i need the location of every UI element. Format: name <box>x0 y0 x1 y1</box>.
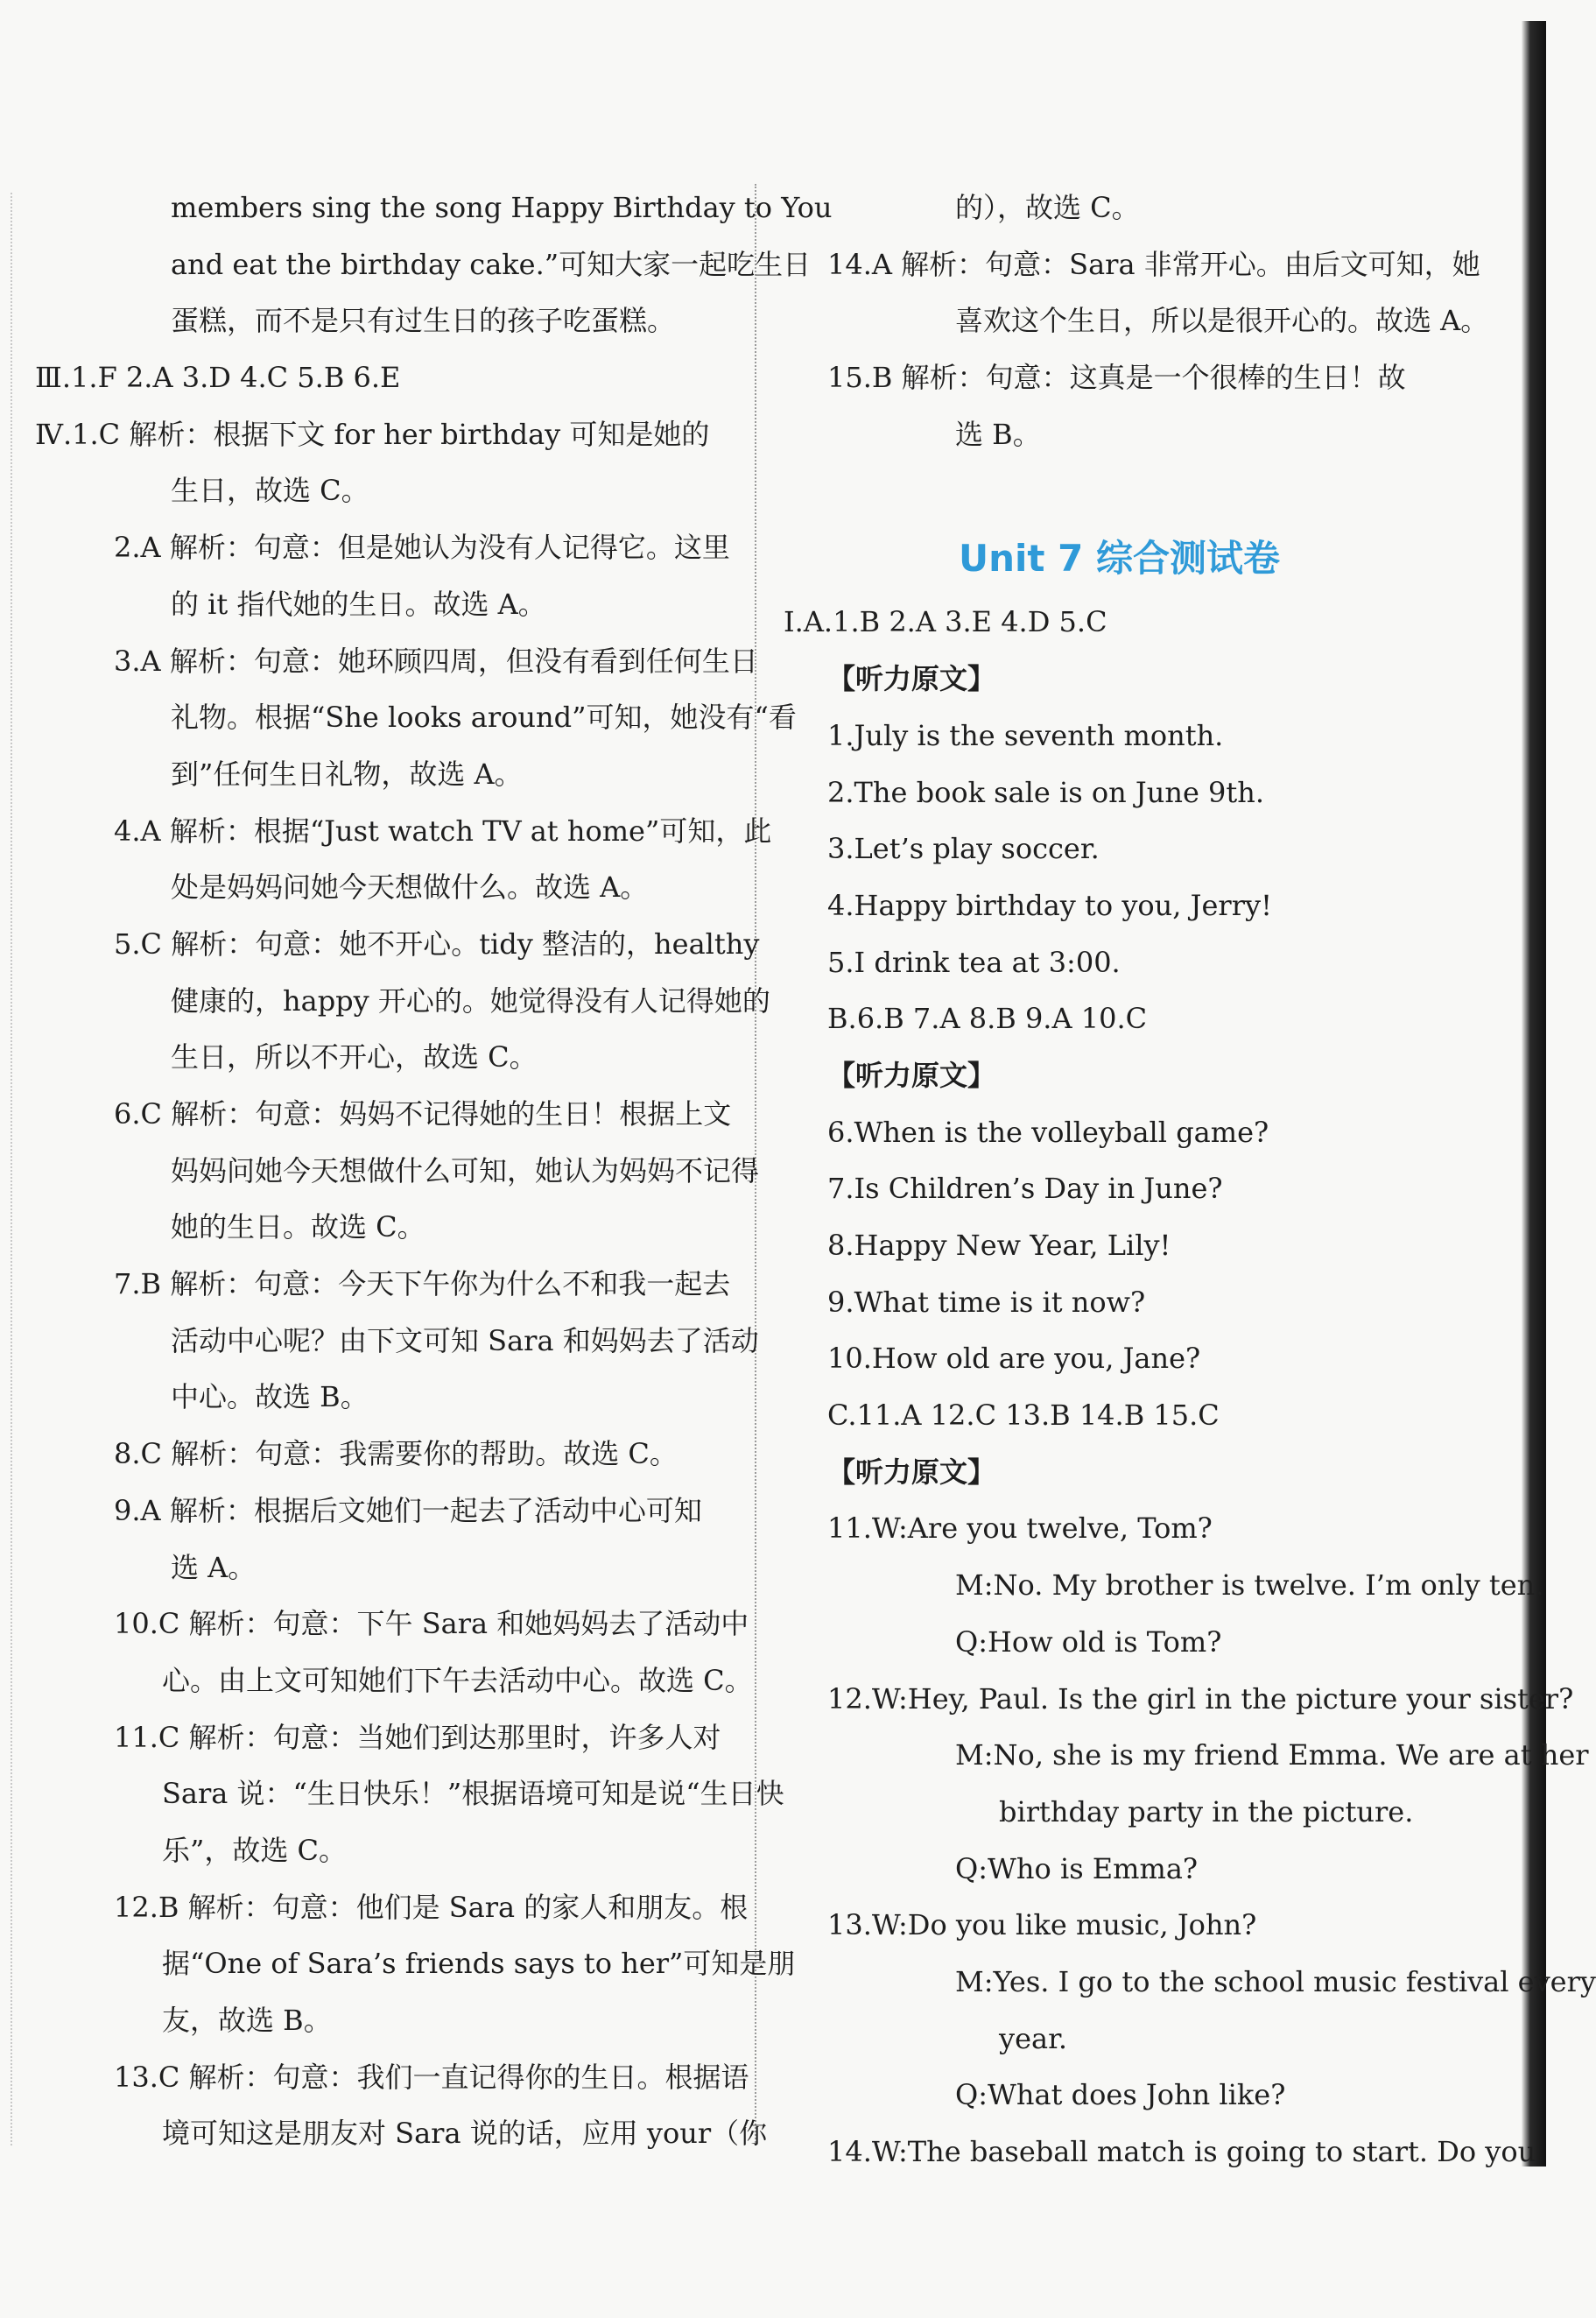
text-line: 8.Happy New Year, Lily! <box>827 1229 1171 1262</box>
text-line: 4.Happy birthday to you, Jerry! <box>827 888 1272 922</box>
text-line: year. <box>999 2021 1068 2055</box>
text-line: 12.B 解析：句意：他们是 Sara 的家人和朋友。根 <box>114 1890 749 1924</box>
text-line: M:Yes. I go to the school music festival every <box>955 1964 1596 1998</box>
text-line: and eat the birthday cake.”可知大家一起吃生日 <box>171 247 812 281</box>
text-line: 活动中心呢？由下文可知 Sara 和妈妈去了活动 <box>171 1323 759 1357</box>
right-top-block <box>784 180 1510 462</box>
text-line: 11.W:Are you twelve, Tom? <box>827 1511 1213 1546</box>
text-line: birthday party in the picture. <box>999 1794 1414 1828</box>
text-line: C.11.A 12.C 13.B 14.B 15.C <box>827 1399 1220 1433</box>
text-line: 14.A 解析：句意：Sara 非常开心。由后文可知，她 <box>827 247 1480 281</box>
text-line: Ⅳ.1.C 解析：根据下文 for her birthday 可知是她的 <box>35 417 710 451</box>
text-line: 11.C 解析：句意：当她们到达那里时，许多人对 <box>114 1720 721 1754</box>
text-line: 妈妈问她今天想做什么可知，她认为妈妈不记得 <box>171 1153 760 1187</box>
right-bottom-block <box>784 594 1596 2180</box>
text-line: 2.A 解析：句意：但是她认为没有人记得它。这里 <box>114 531 730 565</box>
text-line: 的 it 指代她的生日。故选 A。 <box>171 587 546 621</box>
right-column <box>784 180 1596 2181</box>
text-line: 心。由上文可知她们下午去活动中心。故选 C。 <box>162 1663 753 1697</box>
unit-title: Unit 7 综合测试卷 <box>959 537 1280 581</box>
text-line: Q:What does John like? <box>955 2078 1286 2112</box>
text-line: 3.A 解析：句意：她环顾四周，但没有看到任何生日 <box>114 644 758 678</box>
left-margin-line <box>11 193 12 2145</box>
spacer <box>784 462 1510 502</box>
text-line: members sing the song Happy Birthday to You <box>171 191 833 224</box>
text-line: 10.How old are you, Jane? <box>827 1342 1201 1376</box>
text-line: 据“One of Sara’s friends says to her”可知是朋 <box>162 1947 796 1981</box>
page-binding-edge <box>1522 21 1546 2167</box>
text-line: 6.C 解析：句意：妈妈不记得她的生日！根据上文 <box>114 1097 732 1131</box>
left-column <box>35 180 833 2162</box>
text-line: 9.A 解析：根据后文她们一起去了活动中心可知 <box>114 1493 702 1527</box>
text-line: 选 B。 <box>955 417 1041 451</box>
section-header: 【听力原文】 <box>827 1058 996 1092</box>
text-line: M:No, she is my friend Emma. We are at her <box>955 1738 1589 1772</box>
text-line: 15.B 解析：句意：这真是一个很棒的生日！故 <box>827 361 1406 395</box>
section-header: 【听力原文】 <box>827 1455 996 1489</box>
text-line: 的），故选 C。 <box>955 191 1140 224</box>
text-line: 14.W:The baseball match is going to start. Do you <box>827 2135 1536 2168</box>
text-line: 中心。故选 B。 <box>171 1380 369 1414</box>
text-line: 9.What time is it now? <box>827 1285 1146 1319</box>
text-line: 13.W:Do you like music, John? <box>827 1908 1257 1942</box>
text-line: Q:How old is Tom? <box>955 1624 1222 1659</box>
text-line: 乐”，故选 C。 <box>162 1833 348 1867</box>
text-line: 4.A 解析：根据“Just watch TV at home”可知，此 <box>114 814 772 848</box>
text-line: 喜欢这个生日，所以是很开心的。故选 A。 <box>955 304 1489 338</box>
text-line: 健康的，happy 开心的。她觉得没有人记得她的 <box>171 983 770 1018</box>
text-line: 7.B 解析：句意：今天下午你为什么不和我一起去 <box>114 1267 731 1301</box>
text-line: 13.C 解析：句意：我们一直记得你的生日。根据语 <box>114 2060 749 2094</box>
text-line: 10.C 解析：句意：下午 Sara 和她妈妈去了活动中 <box>114 1607 749 1641</box>
text-line: 3.Let’s play soccer. <box>827 832 1100 866</box>
text-line: 5.I drink tea at 3:00. <box>827 945 1121 979</box>
text-line: Q:Who is Emma? <box>955 1851 1199 1885</box>
text-line: B.6.B 7.A 8.B 9.A 10.C <box>827 1002 1148 1036</box>
text-line: 处是妈妈问她今天想做什么。故选 A。 <box>171 870 649 905</box>
text-line: 选 A。 <box>171 1550 257 1584</box>
text-line: Ⅰ.A.1.B 2.A 3.E 4.D 5.C <box>784 605 1107 639</box>
text-line: 8.C 解析：句意：我需要你的帮助。故选 C。 <box>114 1437 678 1471</box>
text-line: 境可知这是朋友对 Sara 说的话，应用 your（你 <box>162 2117 768 2151</box>
text-line: 7.Is Children’s Day in June? <box>827 1172 1223 1206</box>
text-line: Sara 说：“生日快乐！”根据语境可知是说“生日快 <box>162 1777 784 1811</box>
text-line: 6.When is the volleyball game? <box>827 1115 1269 1149</box>
text-line: 到”任何生日礼物，故选 A。 <box>171 757 523 791</box>
text-line: 她的生日。故选 C。 <box>171 1210 425 1244</box>
text-line: 礼物。根据“She looks around”可知，她没有“看 <box>171 701 797 735</box>
text-line: 1.July is the seventh month. <box>827 718 1224 752</box>
text-line: 2.The book sale is on June 9th. <box>827 775 1265 809</box>
text-line: Ⅲ.1.F 2.A 3.D 4.C 5.B 6.E <box>35 361 401 395</box>
text-line: 友，故选 B。 <box>162 2004 332 2037</box>
text-line: 生日，故选 C。 <box>171 474 369 508</box>
text-line: 12.W:Hey, Paul. Is the girl in the picture your sister? <box>827 1681 1574 1716</box>
text-line: 生日，所以不开心，故选 C。 <box>171 1040 538 1074</box>
section-header: 【听力原文】 <box>827 662 996 696</box>
text-line: M:No. My brother is twelve. I’m only ten. <box>955 1568 1544 1603</box>
text-line: 5.C 解析：句意：她不开心。tidy 整洁的，healthy <box>114 926 760 961</box>
text-line: 蛋糕，而不是只有过生日的孩子吃蛋糕。 <box>171 304 676 338</box>
